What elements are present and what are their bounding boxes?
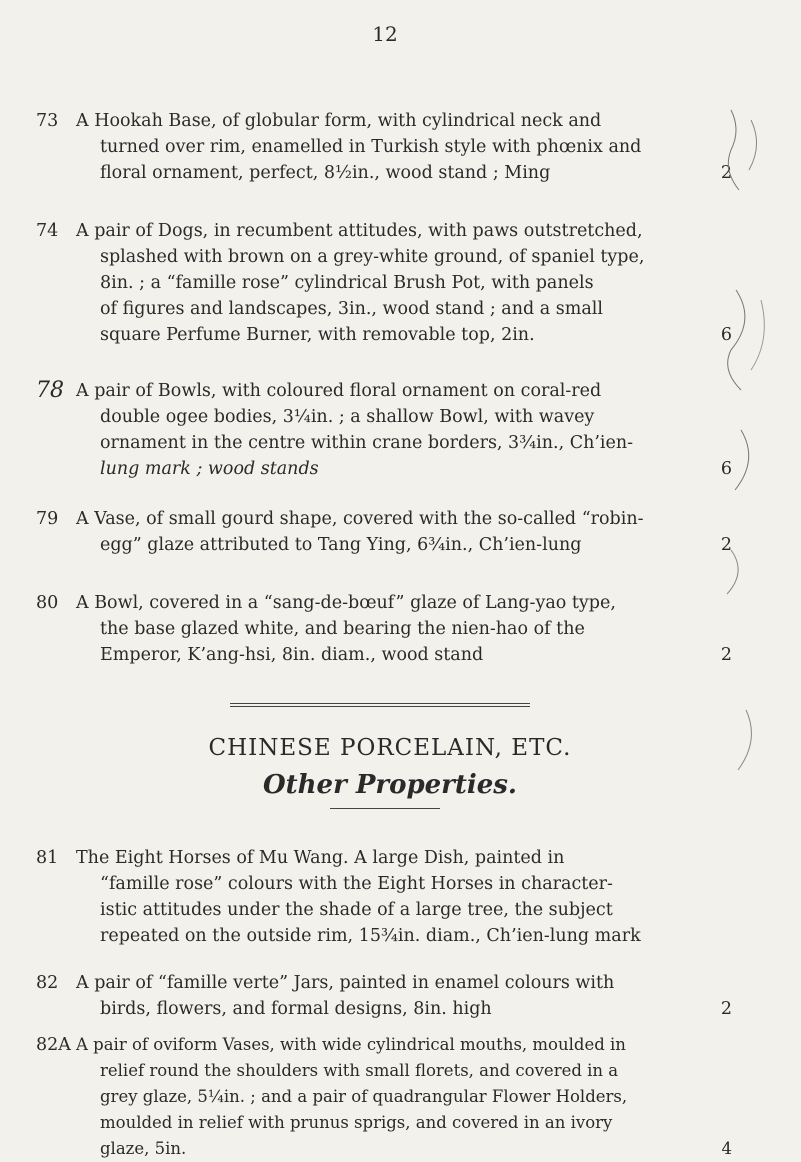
lot-82 (36, 970, 736, 1022)
lot-82a-continued (36, 1084, 736, 1110)
page-number: 12 (372, 22, 398, 46)
lot-quantity: 6 (720, 459, 732, 479)
lot-text-line: relief round the shoulders with small florets, and covered in a (100, 1061, 619, 1080)
lot-text-line: 8in. ; a “famille rose” cylindrical Brush Pot, with panels (100, 273, 594, 293)
lot-text-line: double ogee bodies, 3¼in. ; a shallow Bowl, with wavey (100, 407, 595, 427)
section-subheading: Other Properties. (263, 770, 517, 800)
lot-quantity: 6 (720, 325, 732, 345)
lot-text-line: lung mark ; wood stands (100, 459, 319, 479)
pencil-annotation-marks (721, 90, 801, 850)
lot-text-line: splashed with brown on a grey-white ground, of spaniel type, (100, 247, 645, 267)
section-divider (230, 703, 530, 704)
lot-number: 79 (36, 509, 59, 529)
lot-text-line: A pair of Dogs, in recumbent attitudes, with paws outstretched, (76, 221, 643, 241)
lot-text-line: ornament in the centre within crane borders, 3¾in., Ch’ien- (100, 433, 634, 453)
lot-text-line: A Vase, of small gourd shape, covered with the so-called “robin- (76, 509, 644, 529)
lot-text-line: istic attitudes under the shade of a large tree, the subject (100, 900, 613, 920)
section-heading: CHINESE PORCELAIN, ETC. (208, 735, 572, 761)
lot-text-line: glaze, 5in. (100, 1139, 187, 1158)
lot-quantity: 2 (720, 535, 732, 555)
lot-number: 74 (36, 221, 59, 241)
lot-number-handwritten: 78 (36, 378, 64, 403)
lot-text-line: “famille rose” colours with the Eight Horses in character- (100, 874, 613, 894)
lot-text-line: A Bowl, covered in a “sang-de-bœuf” glaze of Lang-yao type, (76, 593, 616, 613)
lot-79 (36, 506, 736, 558)
lot-text-line: A pair of Bowls, with coloured floral ornament on coral-red (76, 381, 602, 401)
lot-82a (36, 1032, 736, 1084)
lot-82a-continued (36, 1110, 736, 1136)
lot-quantity: 2 (720, 163, 732, 183)
lot-number: 80 (36, 593, 59, 613)
lot-80 (36, 590, 736, 668)
lot-text-line: floral ornament, perfect, 8½in., wood stand ; Ming (100, 163, 551, 183)
lot-quantity: 2 (720, 999, 732, 1019)
section-divider (230, 706, 530, 707)
lot-text-line: the base glazed white, and bearing the nien-hao of the (100, 619, 585, 639)
lot-74 (36, 218, 736, 348)
lot-number: 81 (36, 848, 59, 868)
lot-number: 82A (36, 1035, 71, 1055)
lot-82a-last (36, 1136, 736, 1162)
lot-text-line: moulded in relief with prunus sprigs, and covered in an ivory (100, 1113, 613, 1132)
lot-text-line: of figures and landscapes, 3in., wood stand ; and a small (100, 299, 603, 319)
lot-text-line: repeated on the outside rim, 15¾in. diam., Ch’ien-lung mark (100, 926, 641, 946)
lot-text-line: Emperor, K’ang-hsi, 8in. diam., wood stand (100, 645, 484, 665)
lot-text-line: birds, flowers, and formal designs, 8in. high (100, 999, 492, 1019)
lot-text-line: square Perfume Burner, with removable top, 2in. (100, 325, 535, 345)
lot-text-line: egg” glaze attributed to Tang Ying, 6¾in., Ch’ien-lung (100, 535, 582, 555)
lot-73 (36, 108, 736, 186)
subheading-underline (330, 808, 440, 809)
lot-78 (36, 378, 736, 482)
lot-text-line: A pair of “famille verte” Jars, painted in enamel colours with (76, 973, 615, 993)
lot-quantity: 4 (721, 1139, 732, 1158)
lot-quantity: 2 (720, 645, 732, 665)
lot-text-line: grey glaze, 5¼in. ; and a pair of quadrangular Flower Holders, (100, 1087, 628, 1106)
lot-text-line: turned over rim, enamelled in Turkish style with phœnix and (100, 137, 642, 157)
lot-number: 73 (36, 111, 59, 131)
lot-number: 82 (36, 973, 59, 993)
lot-text-line: A Hookah Base, of globular form, with cylindrical neck and (76, 111, 602, 131)
lot-text-line: A pair of oviform Vases, with wide cylindrical mouths, moulded in (76, 1035, 626, 1054)
lot-81 (36, 845, 736, 949)
lot-text-line: The Eight Horses of Mu Wang. A large Dish, painted in (76, 848, 565, 868)
